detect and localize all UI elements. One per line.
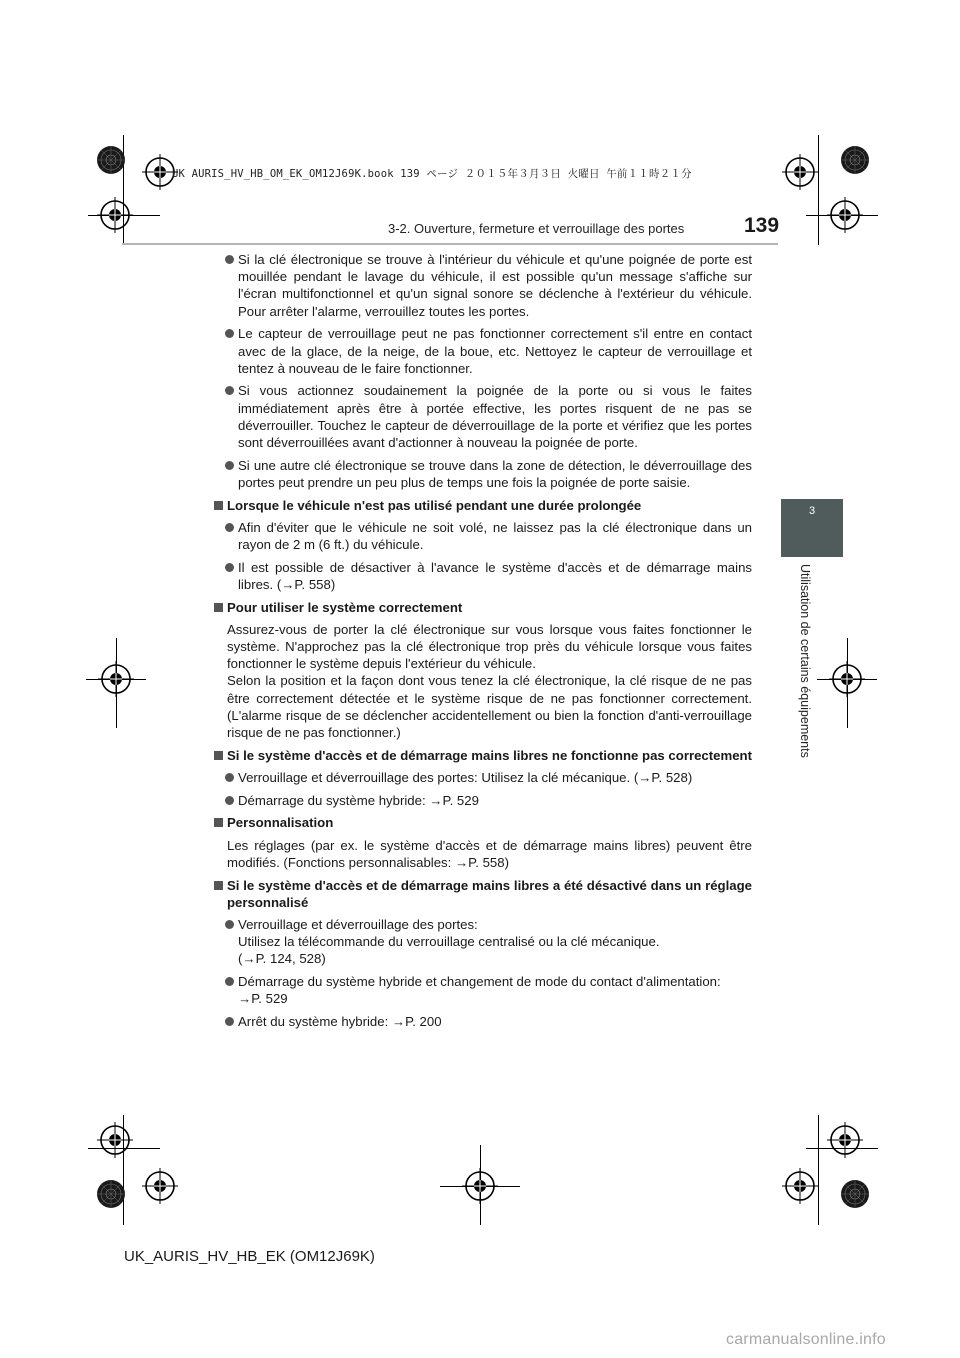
bullet-line: (→P. 124, 528) [238,951,326,967]
paragraph-text: Selon la position et la façon dont vous tenez la clé électronique, la clé risque de ne pas être correctement détectée et le système risque de ne pas fonctionner correctement. (L'alarme risque de se déclencher accidentellement ou bien la fonction d'anti-verrouillage risque de ne pas fonctionner.) [227,673,752,741]
bullet-item: Le capteur de verrouillage peut ne pas fonctionner correctement s'il entre en contact avec de la glace, de la neige, de la boue, etc. Nettoyez le capteur de verrouillage et tentez à nouveau de le faire fonctionner. [214,325,752,377]
bullet-item: Il est possible de désactiver à l'avance le système d'accès et de démarrage mains libres. (→P. 558) [214,559,752,593]
bullet-item [214,973,752,1007]
page-content [214,251,752,1036]
section-paragraph [214,621,752,741]
watermark: carmanualsonline.info [726,1331,886,1348]
section-heading: Si le système d'accès et de démarrage mains libres a été désactivé dans un réglage personnalisé [214,877,752,911]
bullet-item: Arrêt du système hybride: →P. 200 [214,1013,752,1030]
chapter-label: Utilisation de certains équipements [798,564,812,758]
bullet-item: Verrouillage et déverrouillage des portes: Utilisez la clé mécanique. (→P. 528) [214,769,752,786]
document-code: UK_AURIS_HV_HB_EK (OM12J69K) [124,1248,375,1265]
section-heading: Si le système d'accès et de démarrage mains libres ne fonctionne pas correctement [214,747,752,764]
bullet-item: Si vous actionnez soudainement la poignée de la porte ou si vous le faites immédiatement après être à portée effective, les portes risquent de ne pas se déverrouiller. Touchez le capteur de déverrouillage de la porte et vérifiez que les portes sont déverrouillées avant d'actionner à nouveau la poignée de porte. [214,382,752,451]
bullet-line: Démarrage du système hybride et changement de mode du contact d'alimentation: [238,974,721,990]
bullet-item: Afin d'éviter que le véhicule ne soit volé, ne laissez pas la clé électronique dans un rayon de 2 m (6 ft.) du véhicule. [214,519,752,553]
section-header-title: 3-2. Ouverture, fermeture et verrouillage des portes [388,221,685,236]
paragraph-text: Assurez-vous de porter la clé électronique sur vous lorsque vous faites fonctionner le système. N'approchez pas la clé électronique trop près du véhicule lorsque vous faites fonctionner le système depuis l'extérieur du véhicule. [227,621,752,672]
section-heading: Lorsque le véhicule n'est pas utilisé pendant une durée prolongée [214,497,752,514]
bullet-line: Utilisez la télécommande du verrouillage centralisé ou la clé mécanique. [238,934,660,950]
bullet-item [214,916,752,968]
page-number: 139 [744,214,780,237]
bullet-item: Si une autre clé électronique se trouve dans la zone de détection, le déverrouillage des portes peut prendre un peu plus de temps une fois la poignée de porte saisie. [214,457,752,491]
header-rule [122,243,778,245]
bullet-line: →P. 529 [238,991,288,1007]
bullet-item: Démarrage du système hybride: →P. 529 [214,792,752,809]
section-heading: Pour utiliser le système correctement [214,599,752,616]
chapter-number: 3 [808,505,816,517]
section-heading: Personnalisation [214,814,752,831]
bullet-item: Si la clé électronique se trouve à l'intérieur du véhicule et qu'une poignée de porte est mouillée pendant le lavage du véhicule, il est possible qu'un message s'affiche sur l'écran multifonctionnel et qu'un signal sonore se déclenche à l'extérieur du véhicule. Pour arrêter l'alarme, verrouillez toutes les portes. [214,251,752,320]
print-info-line: UK AURIS_HV_HB_OM_EK_OM12J69K.book 139 ページ ２０１５年３月３日 火曜日 午前１１時２１分 [172,168,692,180]
bullet-line: Verrouillage et déverrouillage des portes: [238,916,478,932]
chapter-tab [781,499,843,557]
section-paragraph: Les réglages (par ex. le système d'accès et de démarrage mains libres) peuvent être modifiés. (Fonctions personnalisables: →P. 558) [227,837,752,870]
